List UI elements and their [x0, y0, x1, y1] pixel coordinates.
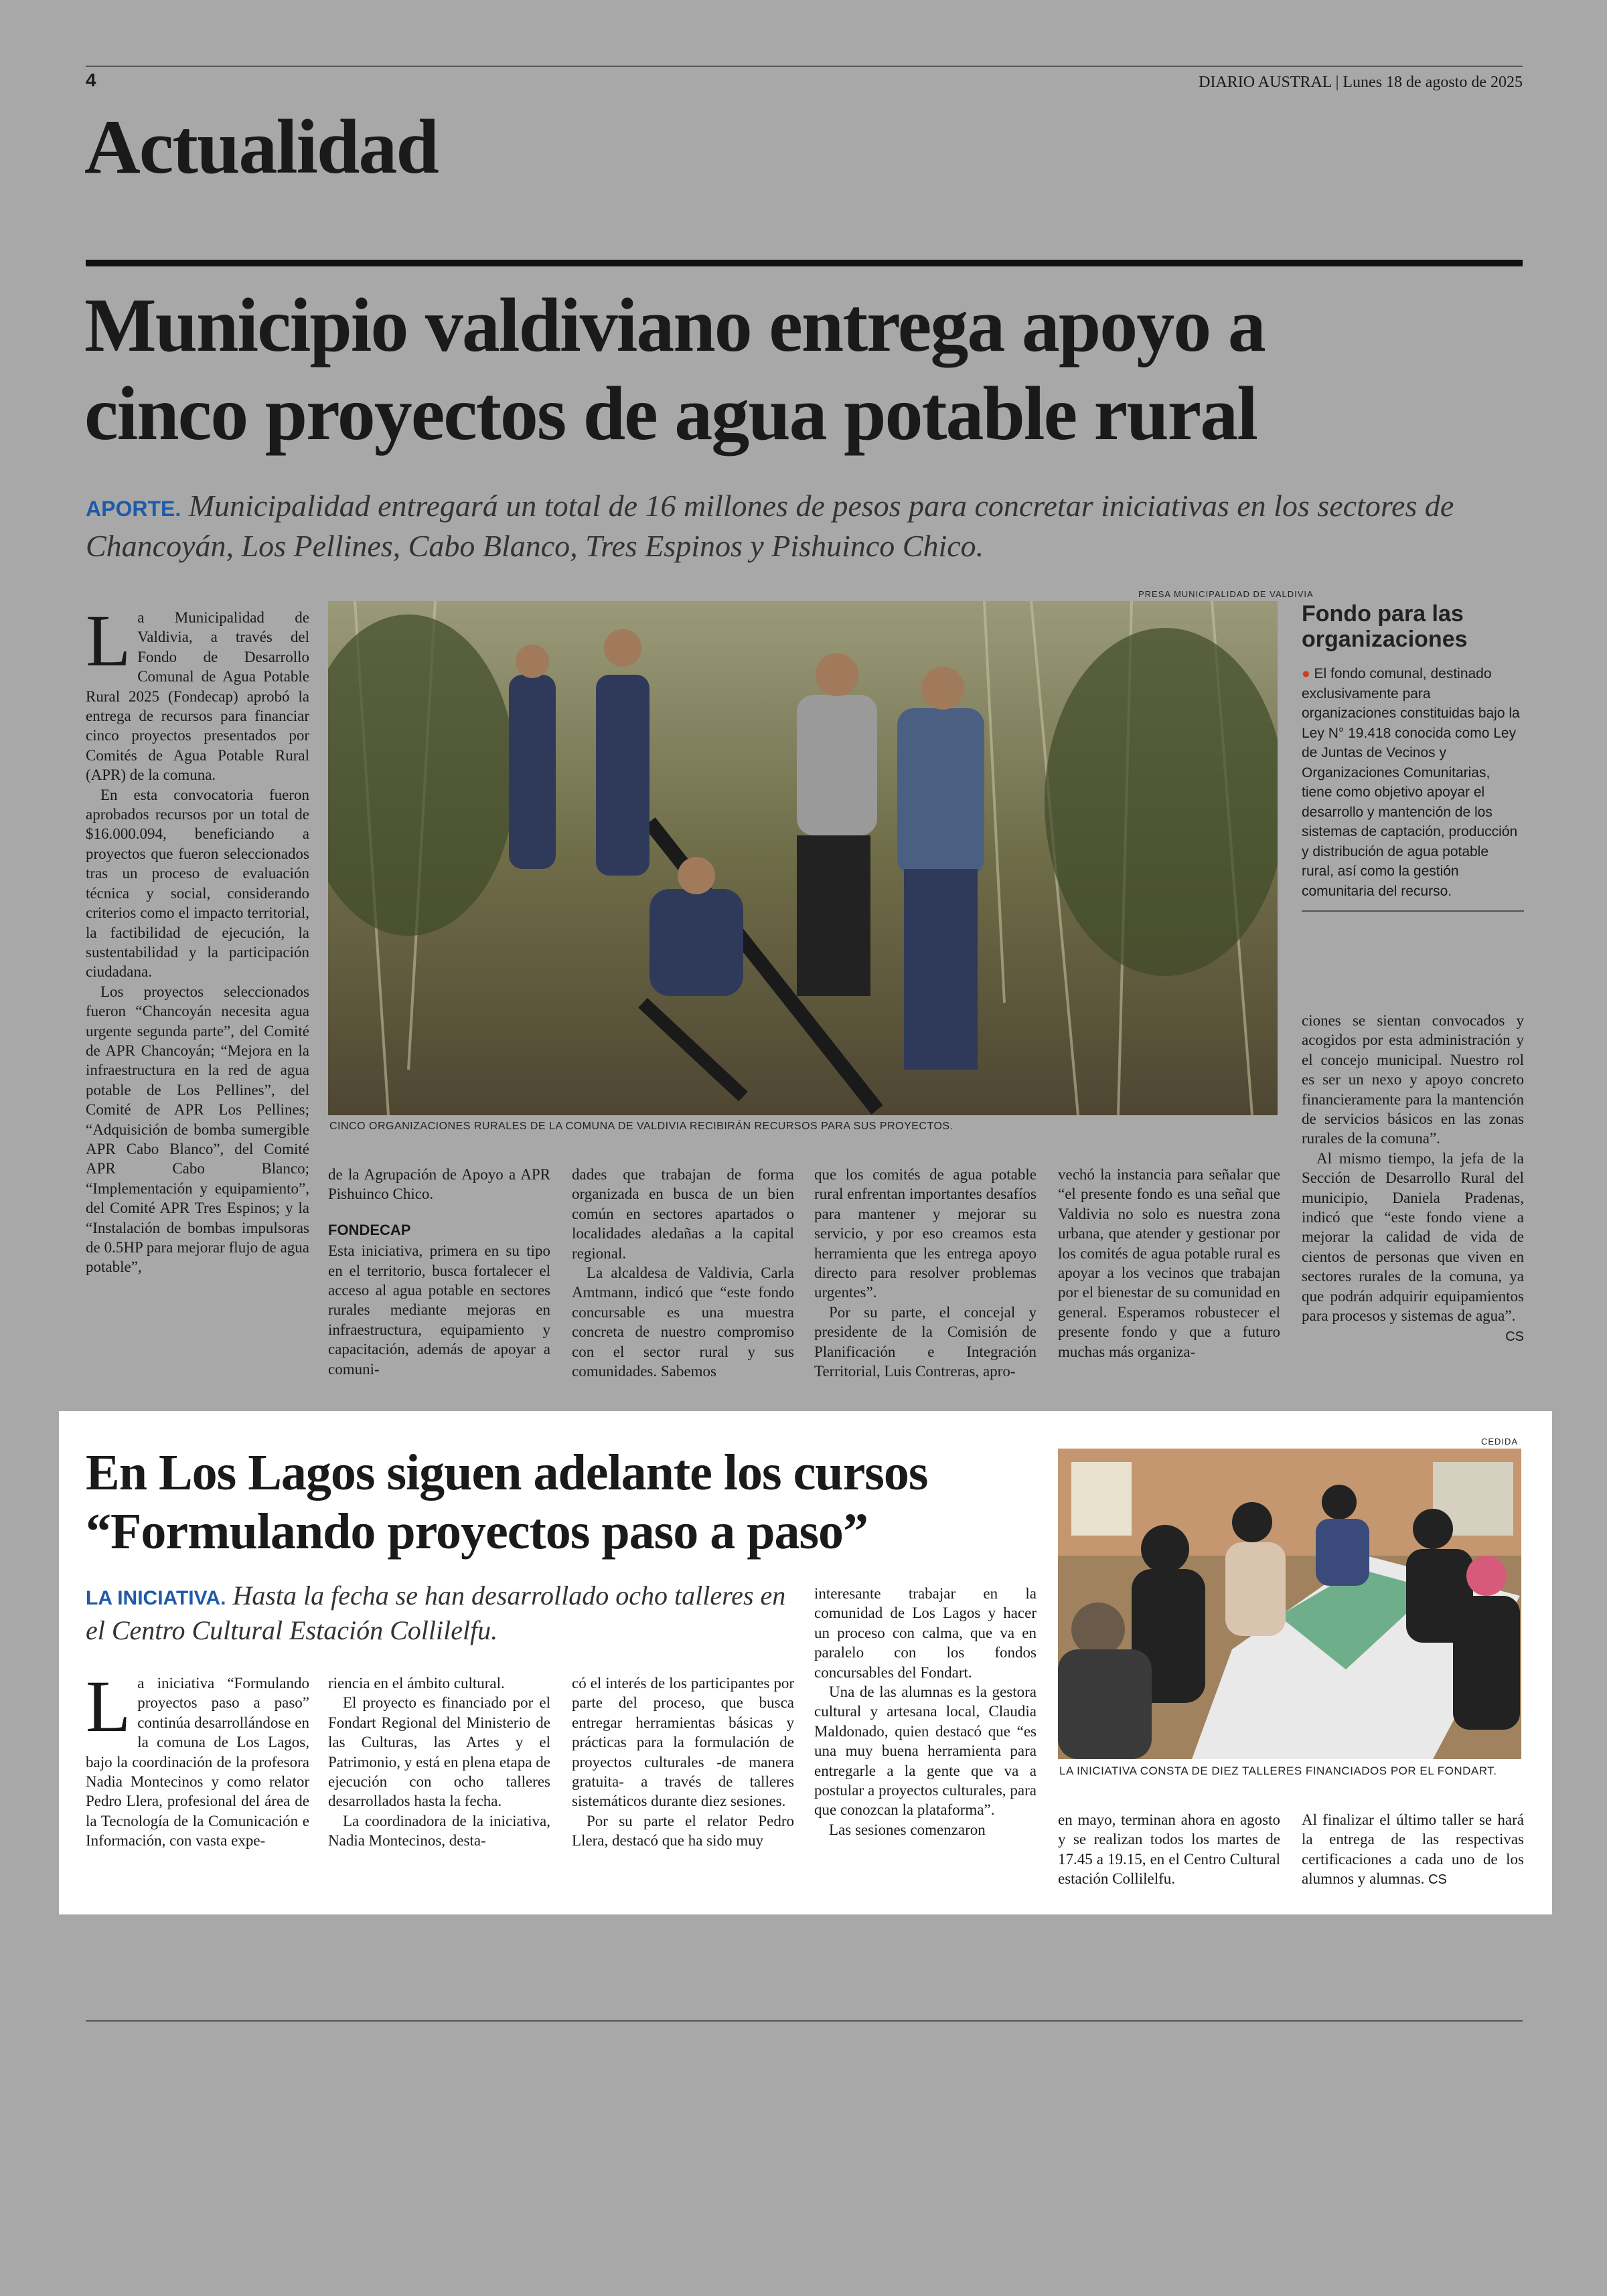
page-number: 4: [86, 70, 96, 90]
paragraph: El proyecto es financiado por el Fondart Regional del Ministerio de las Culturas, las Artes y el Patrimonio, y está en plena etapa de ejecución con ocho talleres desarrollados hasta la fecha.: [328, 1694, 550, 1810]
paragraph: en mayo, terminan ahora en agosto y se realizan todos los martes de 17.45 a 19.15, en el Centro Cultural estación Collilelfu.: [1058, 1811, 1280, 1888]
bullet-icon: ●: [1302, 666, 1310, 681]
dropcap: L: [86, 600, 131, 681]
article1-column-4: [814, 1165, 1037, 1381]
headline-line: En Los Lagos siguen adelante los cursos: [86, 1445, 928, 1501]
end-mark: CS: [1505, 1329, 1524, 1344]
article2-photo: [1058, 1449, 1521, 1759]
paragraph: riencia en el ámbito cultural.: [328, 1675, 505, 1692]
sidebar-text: [1302, 664, 1524, 901]
top-rule: [86, 66, 1523, 67]
article1-column-6: [1302, 1011, 1524, 1347]
paragraph: Esta iniciativa, primera en su tipo en el territorio, busca fortalecer el acceso al agua potable en sectores rurales mediante mejoras en infraestructura, equipamiento y capacitación, además de apoyar a comuni-: [328, 1242, 550, 1378]
sidebar-paragraph: El fondo comunal, destinado exclusivamente para organizaciones constituidas bajo la Ley N° 19.418 conocida como Ley de Juntas de Vecinos y Organizaciones Comunitarias, tiene como objetivo apoyar el desarrollo y mantención de los sistemas de captación, producción y distribución de agua potable rural, así como la gestión comunitaria del recurso.: [1302, 666, 1520, 899]
end-mark: CS: [1428, 1872, 1447, 1888]
article1-column-2: [328, 1165, 550, 1379]
paragraph: dades que trabajan de forma organizada en busca de un bien común en sectores apartados o localidades aledañas a la capital regional.: [572, 1166, 794, 1262]
paragraph: a Municipalidad de Valdivia, a través del Fondo de Desarrollo Comunal de Agua Potable Rural 2025 (Fondecap) aprobó la entrega de recursos para financiar cinco proyectos presentados por Comités de Agua Potable Rural (APR) de la comuna.: [86, 609, 309, 784]
paragraph: Por su parte el relator Pedro Llera, destacó que ha sido muy: [572, 1812, 794, 1850]
article1-column-1: [86, 600, 309, 1277]
paragraph: a iniciativa “Formulando proyectos paso a paso” continúa desarrollándose en la comuna de Los Lagos, bajo la coordinación de la profesora Nadia Montecinos y como relator Pedro Llera, profesional del área de la Tecnología de la Comunicación e Información, con vasta expe-: [86, 1675, 309, 1850]
paragraph: Los proyectos seleccionados fueron “Chancoyán necesita agua urgente segunda parte”, del Comité de APR Chancoyán; “Mejora en la infraestructura en la red de agua potable de Los Pellines”, del Comité de APR Los Pellines; “Adquisición de bomba sumergible APR Cabo Blanco”, del Comité APR Cabo Blanco; “Implementación y equipamiento”, del Comité APR Tres Espinos; y la “Instalación de bombas impulsoras de 0.5HP para mejorar flujo de agua potable”,: [86, 983, 309, 1276]
paragraph: de la Agrupación de Apoyo a APR Pishuinco Chico.: [328, 1166, 550, 1203]
paragraph: ciones se sientan convocados y acogidos por esta administración y el concejo municipal. Nuestro rol es ser un nexo y apoyo concreto financieramente para la mantención de servicios básicos en las zonas rurales de la comuna”.: [1302, 1012, 1524, 1147]
section-title: Actualidad: [84, 104, 438, 190]
paragraph: La coordinadora de la iniciativa, Nadia Montecinos, desta-: [328, 1812, 550, 1850]
article1-headline: [84, 281, 1531, 458]
masthead: DIARIO AUSTRAL | Lunes 18 de agosto de 2025: [1199, 74, 1523, 91]
article2-column-3: [572, 1673, 794, 1851]
article1-kicker: APORTE.: [86, 497, 181, 521]
article2-column-4: [814, 1584, 1037, 1839]
article2-headline: [86, 1443, 1050, 1561]
headline-line: cinco proyectos de agua potable rural: [84, 371, 1257, 456]
paragraph: Al finalizar el último taller se hará la entrega de las respectivas certificaciones a cada uno de los alumnos y alumnas.: [1302, 1811, 1524, 1888]
paragraph: vechó la instancia para señalar que “el presente fondo es una señal que Valdivia no solo es nuestra zona urbana, que atender y gestionar por los comités de agua potable rural es apoyar a los vecinos que trabajan por el bienestar de su comunidad en general. Esperamos robustecer el presente fondo y que a futuro muchas más organiza-: [1058, 1166, 1280, 1360]
workers-photo-illustration: [328, 601, 1278, 1115]
article1-column-3: [572, 1165, 794, 1381]
paragraph: interesante trabajar en la comunidad de Los Lagos y hacer un proceso con calma, que va en paralelo con los fondos concursables del Fondart.: [814, 1585, 1037, 1681]
paragraph: Una de las alumnas es la gestora cultural y artesana local, Claudia Maldonado, quien destacó que “es una muy buena herramienta para entregarle a la gente que va a postular a proyectos culturales, para que conozcan la plataforma”.: [814, 1684, 1037, 1819]
subheading: FONDECAP: [328, 1221, 411, 1238]
paragraph: Por su parte, el concejal y presidente de la Comisión de Planificación e Integración Territorial, Luis Contreras, apro-: [814, 1303, 1037, 1380]
article1-photo: [328, 601, 1278, 1115]
article1-lead: [86, 487, 1525, 565]
paragraph: En esta convocatoria fueron aprobados recursos por un total de $16.000.094, beneficiando a proyectos que fueron seleccionados tras un proceso de evaluación técnica y social, considerando criterios como el impacto territorial, la factibilidad de ejecución, la sustentabilidad y la participación ciudadana.: [86, 786, 309, 981]
headline-line: Municipio valdiviano entrega apoyo a: [84, 282, 1265, 367]
article1-column-5: [1058, 1165, 1280, 1362]
article2-lead-text: Hasta la fecha se han desarrollado ocho talleres en el Centro Cultural Estación Collilelfu.: [86, 1580, 786, 1645]
paragraph: La alcaldesa de Valdivia, Carla Amtmann, indicó que “este fondo concursable es una muestra concreta de nuestro compromiso con el sector rural y sus comunidades. Sabemos: [572, 1264, 794, 1380]
article2-column-6: [1302, 1810, 1524, 1890]
headline-rule: [86, 260, 1523, 266]
paragraph: Al mismo tiempo, la jefa de la Sección de Desarrollo Rural del municipio, Daniela Pradenas, indicó que “este fondo viene a mejorar la calidad de vida de cientos de personas que viven en sectores rurales de la comuna, ya que podrán adquirir equipamientos para procesos y sistemas de agua”.: [1302, 1149, 1524, 1325]
article1-photo-credit: PRESA MUNICIPALIDAD DE VALDIVIA: [1138, 589, 1314, 599]
headline-line: “Formulando proyectos paso a paso”: [86, 1503, 868, 1560]
article1-photo-caption: CINCO ORGANIZACIONES RURALES DE LA COMUNA DE VALDIVIA RECIBIRÁN RECURSOS PARA SUS PROYECTOS.: [329, 1121, 953, 1132]
article2-kicker: LA INICIATIVA.: [86, 1587, 226, 1609]
article2-photo-caption: LA INICIATIVA CONSTA DE DIEZ TALLERES FINANCIADOS POR EL FONDART.: [1059, 1765, 1497, 1777]
workshop-photo-illustration: [1058, 1449, 1521, 1759]
sidebar-rule: [1302, 910, 1524, 912]
sidebar-title: Fondo para las organizaciones: [1302, 601, 1468, 652]
article2-photo-credit: CEDIDA: [1481, 1437, 1519, 1447]
paragraph: Las sesiones comenzaron: [829, 1821, 986, 1838]
article2-column-1: [86, 1665, 309, 1851]
dropcap: L: [86, 1665, 131, 1747]
bottom-rule: [86, 2020, 1523, 2022]
paragraph: có el interés de los participantes por parte del proceso, que busca entregar herramientas básicas y prácticas para la formulación de proyectos culturales -de manera gratuita- a través de talleres sistemáticos durante diez sesiones.: [572, 1675, 794, 1810]
paragraph: que los comités de agua potable rural enfrentan importantes desafíos para mantener y mejorar su servicio, y por eso creamos esta herramienta que les entrega apoyo directo para resolver problemas urgentes”.: [814, 1166, 1037, 1301]
sidebar-box: [1302, 601, 1524, 912]
article1-lead-text: Municipalidad entregará un total de 16 millones de pesos para concretar iniciativas en los sectores de Chancoyán, Los Pellines, Cabo Blanco, Tres Espinos y Pishuinco Chico.: [86, 489, 1454, 563]
article2-column-2: [328, 1673, 550, 1851]
article2-column-5: [1058, 1810, 1280, 1889]
article2-lead: [86, 1580, 795, 1647]
